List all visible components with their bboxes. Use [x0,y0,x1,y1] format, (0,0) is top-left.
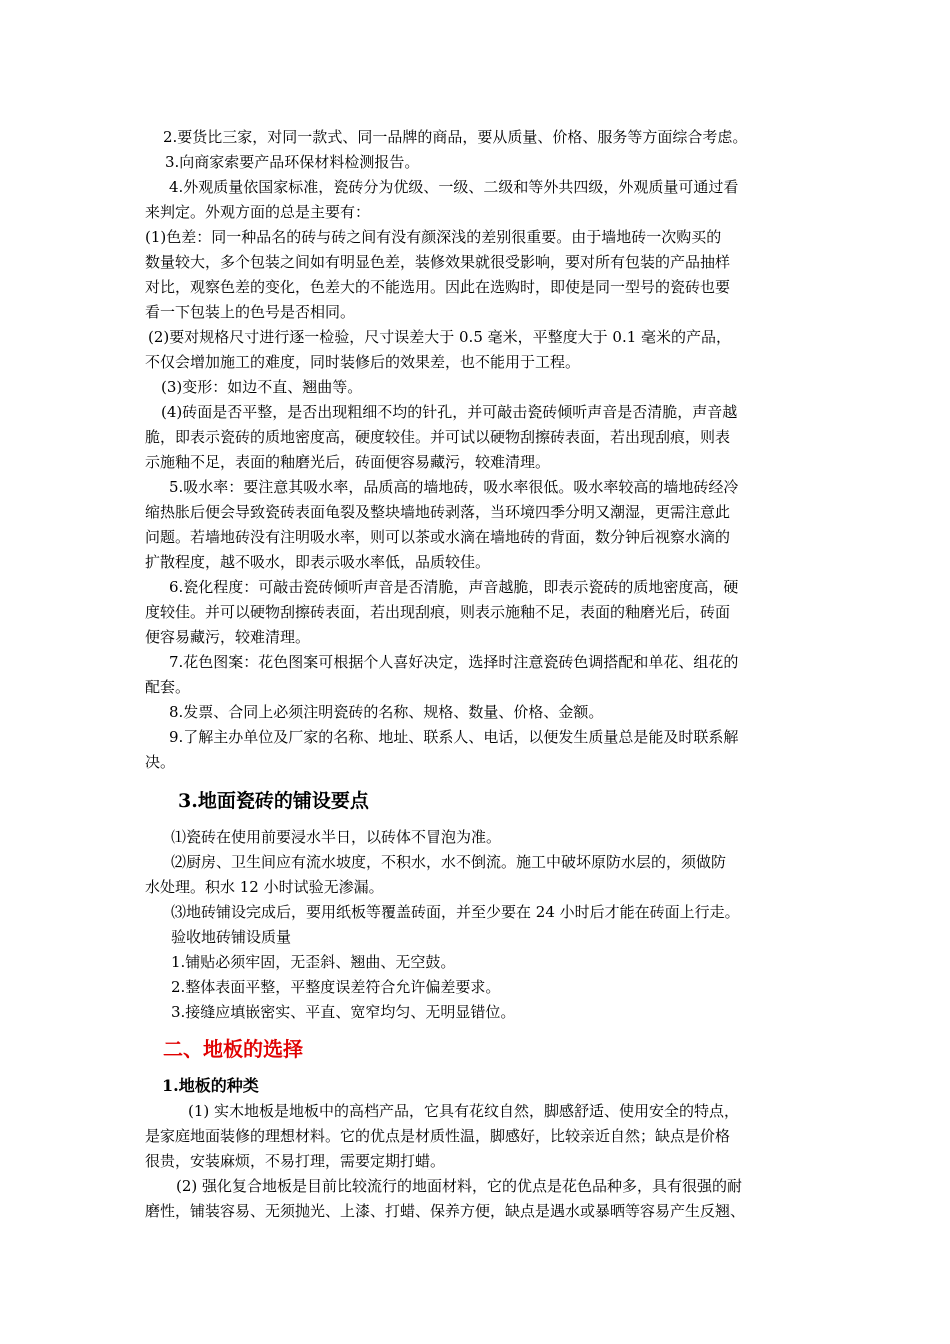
paragraph-line: (2) 强化复合地板是目前比较流行的地面材料，它的优点是花色品种多，具有很强的耐 [176,1177,743,1195]
paragraph-line: 3.向商家索要产品环保材料检测报告。 [165,153,420,171]
paragraph-line: 很贵，安装麻烦，不易打理，需要定期打蜡。 [145,1152,446,1170]
paragraph-line: 3.接缝应填嵌密实、平直、宽窄均匀、无明显错位。 [171,1003,516,1021]
paragraph-line: (1)色差：同一种品名的砖与砖之间有没有颜深浅的差别很重要。由于墙地砖一次购买的 [145,228,722,246]
paragraph-line: 5.吸水率：要注意其吸水率，品质高的墙地砖，吸水率很低。吸水率较高的墙地砖经冷 [169,478,739,496]
paragraph-line: ⑵厨房、卫生间应有流水坡度，不积水，水不倒流。施工中破坏原防水层的，须做防 [171,853,727,871]
paragraph-line: 缩热胀后便会导致瓷砖表面龟裂及整块墙地砖剥落，当环境四季分明又潮湿，更需注意此 [145,503,731,521]
subsection-heading: 1.地板的种类 [162,1076,259,1095]
paragraph-line: 8.发票、合同上必须注明瓷砖的名称、规格、数量、价格、金额。 [169,703,604,721]
paragraph-line: ⑶地砖铺设完成后，要用纸板等覆盖砖面，并至少要在 24 小时后才能在砖面上行走。 [171,903,740,921]
paragraph-line: (3)变形：如边不直、翘曲等。 [161,378,363,396]
section-heading: 3.地面瓷砖的铺设要点 [178,790,369,812]
paragraph-line: (1) 实木地板是地板中的高档产品，它具有花纹自然，脚感舒适、使用安全的特点， [188,1102,740,1120]
paragraph-line: 1.铺贴必须牢固，无歪斜、翘曲、无空鼓。 [171,953,456,971]
paragraph-line: 6.瓷化程度：可敲击瓷砖倾听声音是否清脆，声音越脆，即表示瓷砖的质地密度高，硬 [169,578,739,596]
paragraph-line: 水处理。积水 12 小时试验无渗漏。 [145,878,384,896]
paragraph-line: 问题。若墙地砖没有注明吸水率，则可以茶或水滴在墙地砖的背面，数分钟后视察水滴的 [145,528,731,546]
paragraph-line: 度较佳。并可以硬物刮擦砖表面，若出现刮痕，则表示施釉不足，表面的釉磨光后，砖面 [145,603,731,621]
paragraph-line: 便容易藏污，较难清理。 [145,628,311,646]
paragraph-line: 决。 [145,753,176,771]
paragraph-line: 看一下包装上的色号是否相同。 [145,303,356,321]
paragraph-line: 磨性，铺装容易、无须抛光、上漆、打蜡、保养方便，缺点是遇水或暴晒等容易产生反翘、 [145,1202,746,1220]
paragraph-line: 验收地砖铺设质量 [171,928,292,946]
paragraph-line: 对比，观察色差的变化，色差大的不能选用。因此在选购时，即使是同一型号的瓷砖也要 [145,278,731,296]
paragraph-line: 4.外观质量依国家标准，瓷砖分为优级、一级、二级和等外共四级，外观质量可通过看 [169,178,739,196]
paragraph-line: 数量较大，多个包装之间如有明显色差，装修效果就很受影响，要对所有包装的产品抽样 [145,253,731,271]
paragraph-line: 不仅会增加施工的难度，同时装修后的效果差，也不能用于工程。 [145,353,581,371]
paragraph-line: 脆，即表示瓷砖的质地密度高，硬度较佳。并可试以硬物刮擦砖表面，若出现刮痕，则表 [145,428,731,446]
paragraph-line: (4)砖面是否平整，是否出现粗细不均的针孔，并可敲击瓷砖倾听声音是否清脆，声音越 [161,403,738,421]
chapter-heading: 二、地板的选择 [163,1037,303,1061]
paragraph-line: 9.了解主办单位及厂家的名称、地址、联系人、电话，以便发生质量总是能及时联系解 [169,728,739,746]
paragraph-line: 示施釉不足，表面的釉磨光后，砖面便容易藏污，较难清理。 [145,453,551,471]
paragraph-line: 2.整体表面平整，平整度误差符合允许偏差要求。 [171,978,501,996]
paragraph-line: 来判定。外观方面的总是主要有： [145,203,371,221]
paragraph-line: 扩散程度，越不吸水，即表示吸水率低，品质较佳。 [145,553,491,571]
paragraph-line: 是家庭地面装修的理想材料。它的优点是材质性温，脚感好，比较亲近自然；缺点是价格 [145,1127,731,1145]
paragraph-line: ⑴瓷砖在使用前要浸水半日，以砖体不冒泡为准。 [171,828,502,846]
paragraph-line: (2)要对规格尺寸进行逐一检验，尺寸误差大于 0.5 毫米，平整度大于 0.1 毫米的产品， [148,328,732,346]
paragraph-line: 2.要货比三家，对同一款式、同一品牌的商品，要从质量、价格、服务等方面综合考虑。 [163,128,748,146]
paragraph-line: 7.花色图案：花色图案可根据个人喜好决定，选择时注意瓷砖色调搭配和单花、组花的 [169,653,739,671]
paragraph-line: 配套。 [145,678,191,696]
